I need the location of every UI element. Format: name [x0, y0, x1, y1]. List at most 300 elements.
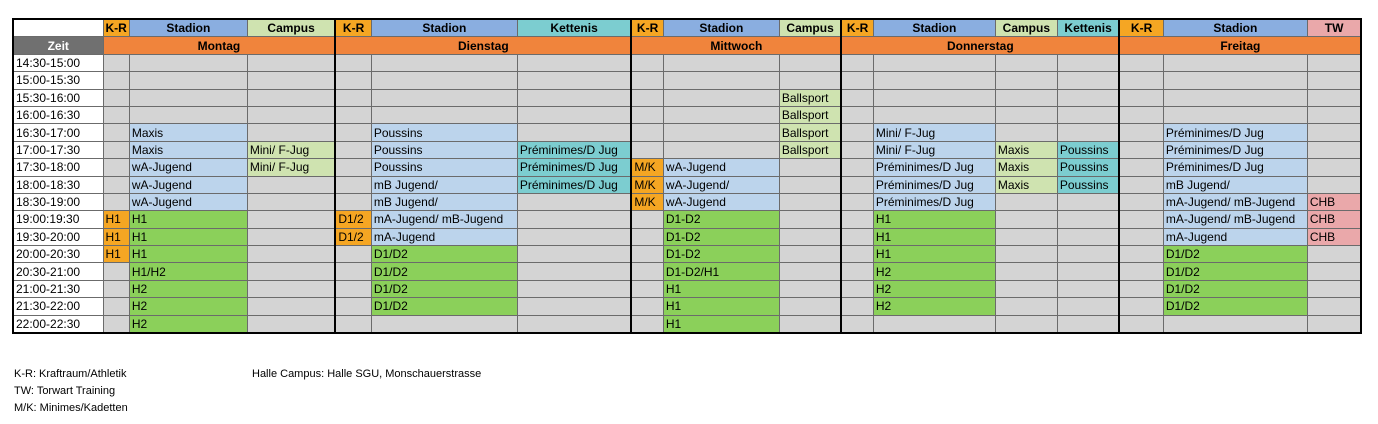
- table-row: [13, 141, 1361, 158]
- schedule-cell: [517, 72, 631, 89]
- schedule-cell: H1: [103, 246, 129, 263]
- schedule-cell: [841, 159, 873, 176]
- schedule-cell: H1: [103, 228, 129, 245]
- schedule-cell: [1307, 89, 1361, 106]
- schedule-cell: M/K: [631, 159, 663, 176]
- schedule-cell: [247, 298, 335, 315]
- schedule-cell: [371, 54, 517, 71]
- column-header-campus: Campus: [247, 19, 335, 37]
- column-header-stadion: Stadion: [371, 19, 517, 37]
- schedule-cell: [247, 228, 335, 245]
- schedule-cell: [247, 54, 335, 71]
- schedule-cell: [1057, 298, 1119, 315]
- schedule-cell: H1: [663, 298, 779, 315]
- time-slot: 17:30-18:00: [13, 159, 103, 176]
- schedule-cell: mA-Jugend: [1163, 228, 1307, 245]
- schedule-cell: Préminimes/D Jug: [517, 141, 631, 158]
- schedule-cell: CHB: [1307, 228, 1361, 245]
- schedule-cell: [517, 228, 631, 245]
- schedule-cell: D1/D2: [371, 298, 517, 315]
- schedule-cell: Poussins: [1057, 159, 1119, 176]
- time-slot: 20:00-20:30: [13, 246, 103, 263]
- schedule-cell: Préminimes/D Jug: [517, 176, 631, 193]
- schedule-cell: [779, 159, 841, 176]
- schedule-cell: [995, 315, 1057, 333]
- schedule-cell: H2: [129, 315, 247, 333]
- schedule-cell: [631, 280, 663, 297]
- time-slot: 15:30-16:00: [13, 89, 103, 106]
- time-slot: 16:00-16:30: [13, 106, 103, 123]
- schedule-cell: [1119, 228, 1163, 245]
- schedule-cell: [1307, 263, 1361, 280]
- schedule-cell: [779, 228, 841, 245]
- schedule-cell: [129, 106, 247, 123]
- schedule-cell: [631, 211, 663, 228]
- schedule-cell: mB Jugend/: [371, 193, 517, 210]
- schedule-cell: [841, 106, 873, 123]
- schedule-cell: D1-D2: [663, 246, 779, 263]
- column-header-kettenis: Kettenis: [517, 19, 631, 37]
- column-header-k-r: K-R: [1119, 19, 1163, 37]
- schedule-cell: [995, 246, 1057, 263]
- schedule-cell: [841, 72, 873, 89]
- schedule-cell: [1057, 280, 1119, 297]
- time-slot: 14:30-15:00: [13, 54, 103, 71]
- schedule-cell: [995, 211, 1057, 228]
- table-row: [13, 89, 1361, 106]
- schedule-cell: [517, 193, 631, 210]
- schedule-cell: [1119, 315, 1163, 333]
- schedule-cell: [335, 193, 371, 210]
- schedule-cell: [841, 228, 873, 245]
- schedule-cell: [1057, 72, 1119, 89]
- schedule-cell: [841, 298, 873, 315]
- table-row: [13, 54, 1361, 71]
- schedule-cell: [103, 124, 129, 141]
- schedule-cell: [335, 246, 371, 263]
- schedule-cell: [335, 176, 371, 193]
- schedule-cell: wA-Jugend: [129, 176, 247, 193]
- schedule-cell: [335, 315, 371, 333]
- schedule-cell: H2: [873, 263, 995, 280]
- schedule-cell: [1307, 106, 1361, 123]
- schedule-cell: D1-D2: [663, 211, 779, 228]
- corner-blank: [13, 19, 103, 37]
- schedule-cell: [129, 54, 247, 71]
- schedule-cell: mA-Jugend/ mB-Jugend: [371, 211, 517, 228]
- schedule-cell: [995, 280, 1057, 297]
- schedule-cell: [631, 315, 663, 333]
- schedule-cell: [335, 263, 371, 280]
- schedule-cell: [841, 246, 873, 263]
- schedule-cell: [335, 72, 371, 89]
- schedule-cell: [517, 211, 631, 228]
- schedule-cell: [779, 193, 841, 210]
- schedule-cell: [1057, 89, 1119, 106]
- schedule-cell: [247, 280, 335, 297]
- schedule-cell: Maxis: [995, 159, 1057, 176]
- schedule-cell: D1/D2: [1163, 263, 1307, 280]
- schedule-cell: CHB: [1307, 211, 1361, 228]
- schedule-cell: [1057, 246, 1119, 263]
- schedule-cell: wA-Jugend: [663, 193, 779, 210]
- schedule-cell: [517, 298, 631, 315]
- schedule-cell: [1307, 54, 1361, 71]
- schedule-cell: H1: [129, 246, 247, 263]
- schedule-cell: [1307, 315, 1361, 333]
- schedule-cell: [247, 315, 335, 333]
- schedule-cell: Ballsport: [779, 89, 841, 106]
- schedule-cell: wA-Jugend/: [663, 176, 779, 193]
- table-row: [13, 193, 1361, 210]
- schedule-cell: [841, 315, 873, 333]
- schedule-cell: Préminimes/D Jug: [1163, 159, 1307, 176]
- schedule-cell: [995, 193, 1057, 210]
- schedule-cell: Maxis: [129, 141, 247, 158]
- schedule-cell: [1057, 124, 1119, 141]
- schedule-cell: mA-Jugend: [371, 228, 517, 245]
- day-header-mittwoch: Mittwoch: [631, 37, 841, 54]
- schedule-cell: [779, 72, 841, 89]
- schedule-cell: [1119, 211, 1163, 228]
- column-header-kettenis: Kettenis: [1057, 19, 1119, 37]
- schedule-cell: [1307, 124, 1361, 141]
- table-row: [13, 228, 1361, 245]
- schedule-cell: H1: [663, 280, 779, 297]
- schedule-cell: [1119, 141, 1163, 158]
- schedule-cell: wA-Jugend: [129, 159, 247, 176]
- schedule-cell: [841, 176, 873, 193]
- schedule-cell: [103, 176, 129, 193]
- schedule-cell: [779, 211, 841, 228]
- schedule-cell: D1/D2: [371, 263, 517, 280]
- schedule-cell: [631, 106, 663, 123]
- schedule-cell: Poussins: [371, 141, 517, 158]
- schedule-cell: H1: [663, 315, 779, 333]
- table-row: [13, 106, 1361, 123]
- schedule-cell: [1119, 280, 1163, 297]
- schedule-cell: mA-Jugend/ mB-Jugend: [1163, 211, 1307, 228]
- schedule-cell: [663, 89, 779, 106]
- time-slot: 16:30-17:00: [13, 124, 103, 141]
- schedule-cell: [873, 315, 995, 333]
- schedule-cell: [1119, 72, 1163, 89]
- schedule-cell: Préminimes/D Jug: [1163, 124, 1307, 141]
- table-row: [13, 246, 1361, 263]
- schedule-cell: [1119, 263, 1163, 280]
- schedule-cell: [995, 72, 1057, 89]
- schedule-cell: Préminimes/D Jug: [873, 193, 995, 210]
- schedule-cell: [873, 72, 995, 89]
- schedule-cell: [1163, 315, 1307, 333]
- schedule-cell: [631, 141, 663, 158]
- schedule-cell: [873, 54, 995, 71]
- schedule-cell: Maxis: [995, 141, 1057, 158]
- schedule-cell: [779, 263, 841, 280]
- schedule-cell: [335, 106, 371, 123]
- column-header-k-r: K-R: [631, 19, 663, 37]
- schedule-cell: [103, 89, 129, 106]
- column-header-tw: TW: [1307, 19, 1361, 37]
- schedule-cell: [841, 124, 873, 141]
- schedule-cell: H2: [129, 298, 247, 315]
- schedule-cell: [995, 124, 1057, 141]
- schedule-cell: H1: [873, 211, 995, 228]
- schedule-cell: H1: [129, 228, 247, 245]
- table-row: [13, 298, 1361, 315]
- table-row: [13, 211, 1361, 228]
- schedule-cell: [517, 315, 631, 333]
- schedule-cell: [517, 280, 631, 297]
- legend-campus: Halle Campus: Halle SGU, Monschauerstrasse: [252, 368, 482, 380]
- schedule-cell: [1307, 72, 1361, 89]
- schedule-cell: [371, 106, 517, 123]
- schedule-cell: D1/D2: [371, 246, 517, 263]
- schedule-cell: M/K: [631, 176, 663, 193]
- schedule-cell: Maxis: [129, 124, 247, 141]
- schedule-cell: [1119, 193, 1163, 210]
- schedule-cell: H1: [103, 211, 129, 228]
- column-header-stadion: Stadion: [873, 19, 995, 37]
- schedule-cell: [841, 193, 873, 210]
- schedule-cell: [335, 141, 371, 158]
- table-row: [13, 315, 1361, 333]
- schedule-cell: [779, 246, 841, 263]
- schedule-cell: [631, 298, 663, 315]
- schedule-cell: [779, 298, 841, 315]
- schedule-cell: [995, 263, 1057, 280]
- schedule-cell: [1307, 159, 1361, 176]
- schedule-cell: [103, 141, 129, 158]
- schedule-cell: [1057, 193, 1119, 210]
- schedule-cell: Préminimes/D Jug: [1163, 141, 1307, 158]
- schedule-cell: Mini/ F-Jug: [247, 141, 335, 158]
- schedule-cell: [1057, 315, 1119, 333]
- schedule-cell: D1/D2: [1163, 298, 1307, 315]
- table-row: [13, 124, 1361, 141]
- schedule-cell: [103, 54, 129, 71]
- schedule-cell: [1057, 54, 1119, 71]
- schedule-cell: [103, 298, 129, 315]
- schedule-cell: D1/2: [335, 211, 371, 228]
- schedule-cell: [517, 106, 631, 123]
- schedule-cell: [841, 89, 873, 106]
- schedule-cell: Poussins: [1057, 176, 1119, 193]
- schedule-cell: Mini/ F-Jug: [873, 124, 995, 141]
- schedule-cell: [335, 54, 371, 71]
- schedule-cell: [103, 72, 129, 89]
- schedule-cell: [247, 72, 335, 89]
- schedule-cell: H1: [873, 228, 995, 245]
- schedule-cell: [841, 141, 873, 158]
- schedule-cell: wA-Jugend: [663, 159, 779, 176]
- column-header-campus: Campus: [779, 19, 841, 37]
- schedule-cell: [1057, 211, 1119, 228]
- time-slot: 19:00:19:30: [13, 211, 103, 228]
- schedule-cell: [103, 193, 129, 210]
- schedule-cell: [1307, 141, 1361, 158]
- schedule-cell: [631, 54, 663, 71]
- schedule-cell: [1163, 72, 1307, 89]
- schedule-cell: [1119, 176, 1163, 193]
- schedule-table: [12, 18, 1362, 334]
- schedule-cell: H2: [873, 280, 995, 297]
- schedule-cell: [663, 124, 779, 141]
- schedule-cell: [663, 54, 779, 71]
- time-slot: 15:00-15:30: [13, 72, 103, 89]
- schedule-cell: Ballsport: [779, 106, 841, 123]
- schedule-cell: [371, 72, 517, 89]
- schedule-cell: [779, 280, 841, 297]
- schedule-cell: [1057, 263, 1119, 280]
- schedule-cell: Préminimes/D Jug: [873, 176, 995, 193]
- schedule-cell: [517, 89, 631, 106]
- schedule-cell: [631, 263, 663, 280]
- schedule-cell: [1119, 124, 1163, 141]
- schedule-cell: [873, 89, 995, 106]
- schedule-cell: D1/D2: [1163, 246, 1307, 263]
- column-header-stadion: Stadion: [129, 19, 247, 37]
- schedule-cell: [1307, 298, 1361, 315]
- schedule-cell: Préminimes/D Jug: [873, 159, 995, 176]
- schedule-cell: Poussins: [371, 159, 517, 176]
- column-header-k-r: K-R: [335, 19, 371, 37]
- schedule-cell: [103, 315, 129, 333]
- schedule-cell: [1163, 54, 1307, 71]
- table-row: [13, 159, 1361, 176]
- schedule-cell: D1/D2: [371, 280, 517, 297]
- schedule-cell: [995, 89, 1057, 106]
- schedule-cell: [841, 280, 873, 297]
- schedule-cell: CHB: [1307, 193, 1361, 210]
- schedule-cell: Ballsport: [779, 141, 841, 158]
- schedule-cell: [779, 54, 841, 71]
- schedule-cell: [841, 211, 873, 228]
- schedule-cell: [995, 228, 1057, 245]
- schedule-cell: [995, 106, 1057, 123]
- schedule-cell: [1119, 89, 1163, 106]
- column-header-k-r: K-R: [841, 19, 873, 37]
- schedule-cell: [517, 124, 631, 141]
- schedule-cell: [371, 89, 517, 106]
- column-header-campus: Campus: [995, 19, 1057, 37]
- schedule-cell: [631, 246, 663, 263]
- schedule-cell: [631, 228, 663, 245]
- schedule-cell: [335, 298, 371, 315]
- schedule-cell: [1119, 159, 1163, 176]
- schedule-cell: [335, 124, 371, 141]
- schedule-cell: Maxis: [995, 176, 1057, 193]
- schedule-cell: [1307, 280, 1361, 297]
- schedule-cell: [1119, 298, 1163, 315]
- schedule-cell: mB Jugend/: [371, 176, 517, 193]
- schedule-cell: [247, 176, 335, 193]
- schedule-cell: [247, 263, 335, 280]
- schedule-cell: D1-D2/H1: [663, 263, 779, 280]
- schedule-cell: [247, 211, 335, 228]
- schedule-cell: [371, 315, 517, 333]
- schedule-cell: [129, 72, 247, 89]
- schedule-cell: mA-Jugend/ mB-Jugend: [1163, 193, 1307, 210]
- table-row: [13, 176, 1361, 193]
- time-slot: 18:30-19:00: [13, 193, 103, 210]
- schedule-cell: [517, 263, 631, 280]
- time-slot: 22:00-22:30: [13, 315, 103, 333]
- schedule-cell: [631, 72, 663, 89]
- schedule-cell: M/K: [631, 193, 663, 210]
- schedule-cell: [841, 54, 873, 71]
- schedule-cell: [335, 89, 371, 106]
- schedule-cell: H2: [873, 298, 995, 315]
- schedule-cell: [995, 54, 1057, 71]
- schedule-cell: Poussins: [371, 124, 517, 141]
- column-header-stadion: Stadion: [1163, 19, 1307, 37]
- schedule-cell: [335, 159, 371, 176]
- schedule-cell: H1: [873, 246, 995, 263]
- schedule-cell: [1119, 246, 1163, 263]
- schedule-cell: [1057, 106, 1119, 123]
- schedule-cell: [1163, 89, 1307, 106]
- schedule-cell: [1119, 54, 1163, 71]
- legend-mk: M/K: Minimes/Kadetten: [14, 402, 128, 414]
- legend-kr: K-R: Kraftraum/Athletik: [14, 368, 127, 380]
- schedule-cell: D1-D2: [663, 228, 779, 245]
- time-slot: 21:00-21:30: [13, 280, 103, 297]
- schedule-cell: [1119, 106, 1163, 123]
- table-row: [13, 280, 1361, 297]
- schedule-cell: [247, 193, 335, 210]
- time-slot: 19:30-20:00: [13, 228, 103, 245]
- schedule-cell: [103, 280, 129, 297]
- day-header-freitag: Freitag: [1119, 37, 1361, 54]
- schedule-cell: [103, 159, 129, 176]
- time-slot: 18:00-18:30: [13, 176, 103, 193]
- schedule-cell: [247, 246, 335, 263]
- legend-left: [14, 366, 128, 417]
- schedule-cell: [995, 298, 1057, 315]
- schedule-cell: D1/D2: [1163, 280, 1307, 297]
- schedule-cell: Ballsport: [779, 124, 841, 141]
- schedule-cell: [335, 280, 371, 297]
- schedule-cell: [129, 89, 247, 106]
- time-slot: 21:30-22:00: [13, 298, 103, 315]
- schedule-cell: [103, 263, 129, 280]
- schedule-cell: [631, 89, 663, 106]
- schedule-cell: [1163, 106, 1307, 123]
- schedule-cell: D1/2: [335, 228, 371, 245]
- schedule-cell: [663, 141, 779, 158]
- schedule-cell: [779, 176, 841, 193]
- schedule-cell: [1057, 228, 1119, 245]
- schedule-cell: [247, 106, 335, 123]
- zeit-header: Zeit: [13, 37, 103, 54]
- schedule-cell: Préminimes/D Jug: [517, 159, 631, 176]
- day-header-dienstag: Dienstag: [335, 37, 631, 54]
- schedule-cell: [1307, 176, 1361, 193]
- schedule-cell: [103, 106, 129, 123]
- table-row: [13, 263, 1361, 280]
- schedule-cell: Mini/ F-Jug: [247, 159, 335, 176]
- schedule-cell: mB Jugend/: [1163, 176, 1307, 193]
- schedule-cell: Poussins: [1057, 141, 1119, 158]
- time-slot: 17:00-17:30: [13, 141, 103, 158]
- schedule-cell: H1: [129, 211, 247, 228]
- schedule-cell: [1307, 246, 1361, 263]
- column-header-k-r: K-R: [103, 19, 129, 37]
- legend-tw: TW: Torwart Training: [14, 385, 116, 397]
- schedule-cell: [841, 263, 873, 280]
- day-header-donnerstag: Donnerstag: [841, 37, 1119, 54]
